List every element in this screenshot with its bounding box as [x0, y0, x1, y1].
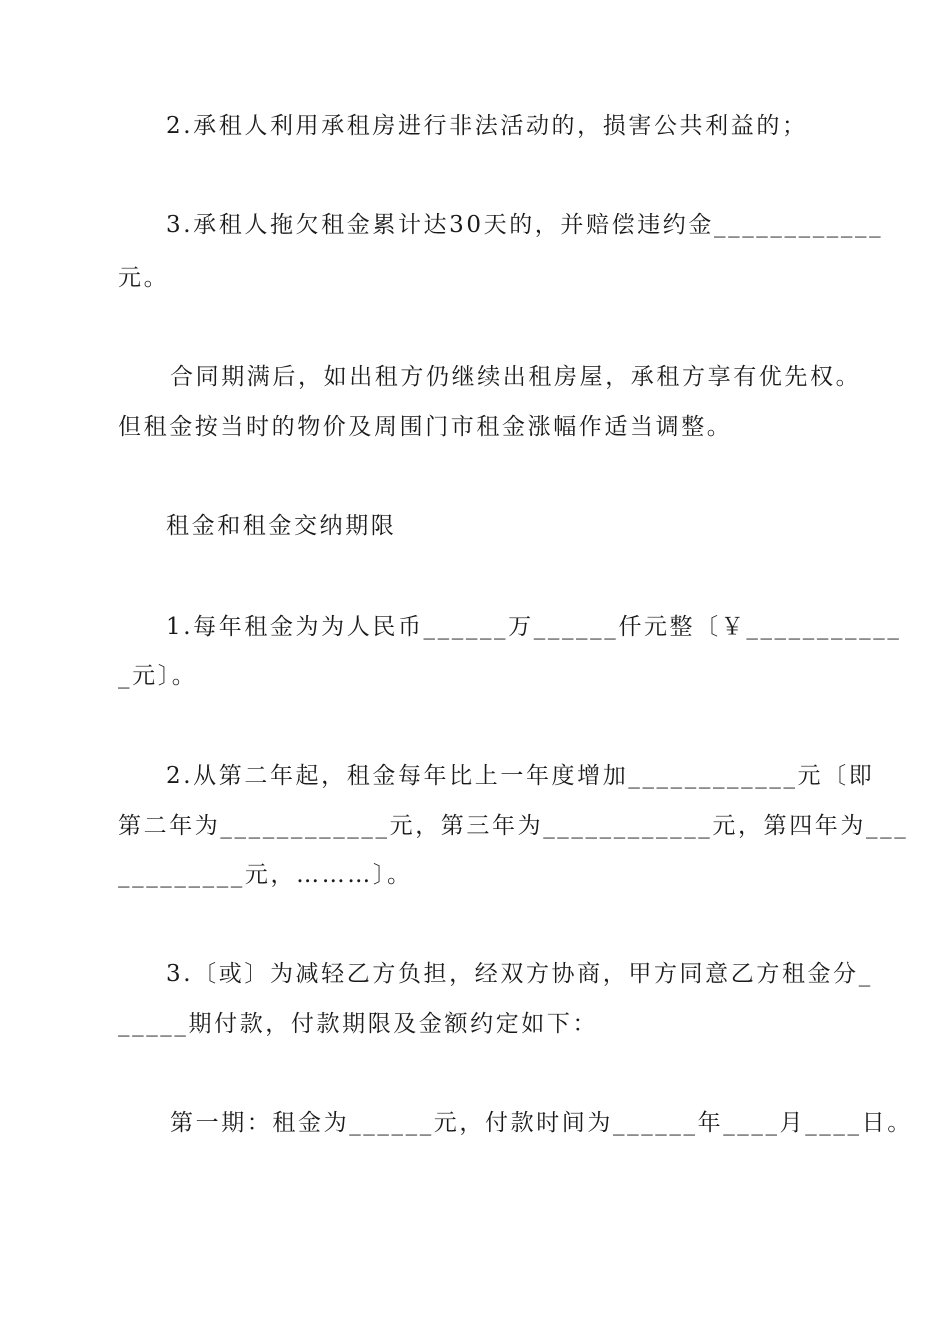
installment-1-line: 第一期：租金为______元，付款时间为______年____月____日。: [170, 1110, 913, 1136]
section-heading: 租金和租金交纳期限: [166, 513, 397, 539]
clause-3-line-2: 元。: [118, 265, 170, 291]
rent-clause-1-line-2: _元〕。: [118, 663, 198, 689]
rent-clause-1-line-1: 1.每年租金为为人民币______万______仟元整〔￥___________: [166, 614, 902, 640]
clause-2-line-1: 2.承租人利用承租房进行非法活动的，损害公共利益的；: [166, 113, 808, 139]
rent-clause-3-line-2: _____期付款，付款期限及金额约定如下：: [118, 1011, 599, 1037]
rent-clause-2-line-1: 2.从第二年起，租金每年比上一年度增加____________元〔即: [166, 763, 875, 789]
renewal-paragraph-line-1: 合同期满后，如出租方仍继续出租房屋，承租方享有优先权。: [170, 364, 862, 390]
rent-clause-2-line-3: _________元，………〕。: [118, 862, 413, 888]
rent-clause-3-line-1: 3.〔或〕为减轻乙方负担，经双方协商，甲方同意乙方租金分_: [166, 961, 873, 987]
rent-clause-2-line-2: 第二年为____________元，第三年为____________元，第四年为___: [118, 813, 909, 839]
renewal-paragraph-line-2: 但租金按当时的物价及周围门市租金涨幅作适当调整。: [118, 414, 733, 440]
clause-3-line-1: 3.承租人拖欠租金累计达30天的，并赔偿违约金____________: [166, 212, 884, 238]
